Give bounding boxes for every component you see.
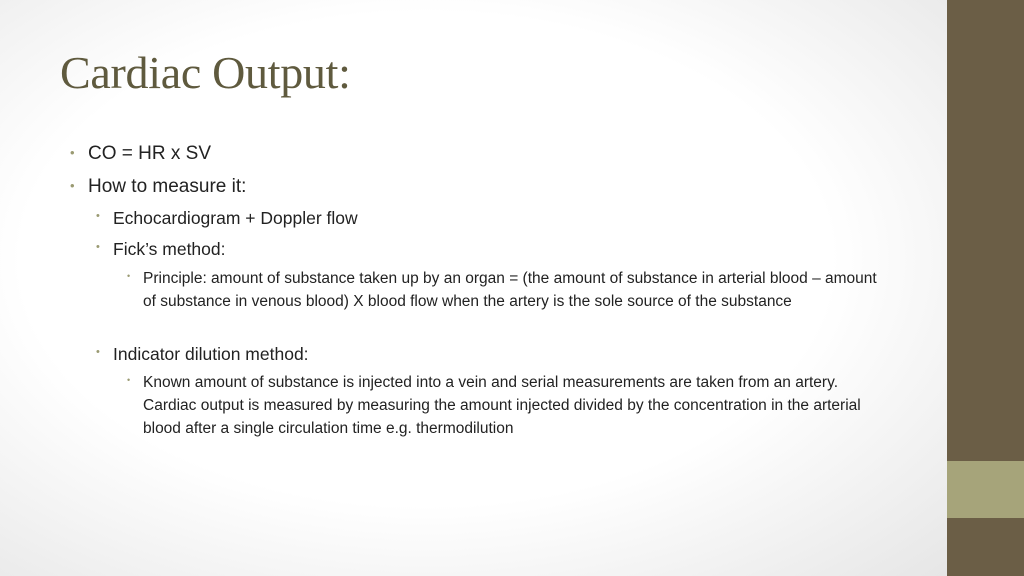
sidebar-decoration-top [947, 0, 1024, 461]
bullet-icon: • [96, 210, 100, 222]
bullet-echocardiogram: Echocardiogram + Doppler flow [113, 208, 358, 228]
bullet-icon: • [96, 241, 100, 253]
slide-title: Cardiac Output: [60, 47, 351, 98]
sidebar-decoration-bottom [947, 518, 1024, 576]
bullet-indicator-detail: Known amount of substance is injected into a vein and serial measurements are taken from an artery. Cardiac output is measured by measuring the amount injected divided by the concentration in the arterial blood after a single circulation time e.g. thermodilution [143, 374, 861, 437]
bullet-icon: • [70, 178, 75, 193]
bullet-icon: • [127, 271, 131, 281]
bullet-how-to-measure: How to measure it: [88, 176, 247, 197]
sidebar-decoration-accent [947, 461, 1024, 518]
bullet-ficks-method: Fick’s method: [113, 239, 226, 259]
bullet-indicator-dilution: Indicator dilution method: [113, 344, 309, 364]
bullet-co-formula: CO = HR x SV [88, 143, 211, 164]
bullet-fick-principle: Principle: amount of substance taken up by an organ = (the amount of substance in arterial blood – amount of substance in venous blood) X blood flow when the artery is the sole source of the substance [143, 270, 877, 310]
bullet-icon: • [127, 375, 131, 385]
bullet-icon: • [70, 145, 75, 160]
bullet-icon: • [96, 346, 100, 358]
